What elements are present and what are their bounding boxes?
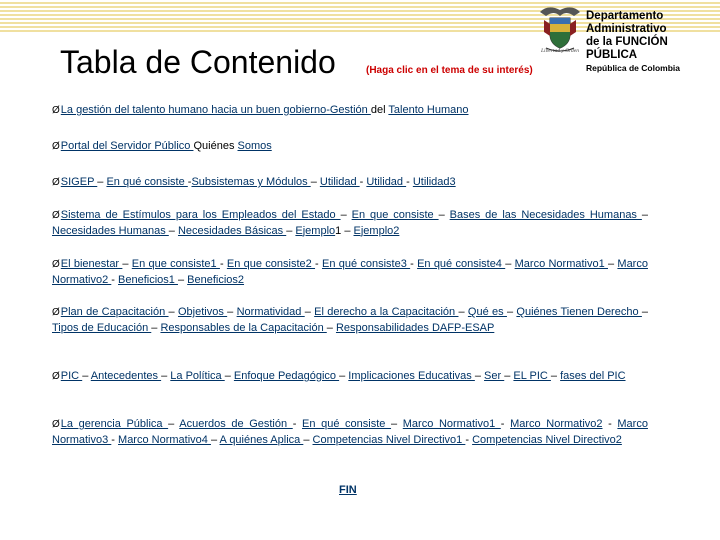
toc-link[interactable]: Qué es xyxy=(467,306,507,318)
toc-separator: – xyxy=(504,370,514,382)
toc-separator: – xyxy=(310,176,320,188)
toc-link[interactable]: Talento Humano xyxy=(388,104,469,116)
toc-item xyxy=(52,257,648,288)
function-publica-logo xyxy=(538,2,718,73)
toc-link[interactable]: Competencias Nivel Directivo2 xyxy=(472,433,622,446)
toc-separator: - xyxy=(219,258,227,270)
toc-separator: – xyxy=(168,224,178,237)
toc-link[interactable]: Somos xyxy=(237,140,272,152)
toc-separator: – xyxy=(326,321,336,334)
toc-separator: – xyxy=(641,209,648,221)
toc-link[interactable]: Antecedentes xyxy=(90,370,162,382)
toc-separator: - xyxy=(292,418,303,430)
logo-text xyxy=(586,10,718,75)
toc-separator: – xyxy=(210,433,220,446)
toc-link[interactable]: Marco Normativo2 xyxy=(52,258,648,286)
toc-link[interactable]: Marco Normativo3 xyxy=(52,418,648,446)
toc-separator: – xyxy=(168,306,178,318)
toc-separator: - xyxy=(315,258,322,270)
toc-item xyxy=(52,208,648,239)
toc-separator: – xyxy=(505,258,515,270)
toc-link[interactable]: Responsables de la Capacitación xyxy=(160,321,327,334)
toc-separator: – xyxy=(151,321,161,334)
toc-link[interactable]: PIC xyxy=(60,370,83,382)
toc-separator: – xyxy=(177,273,188,286)
toc-separator: - xyxy=(465,433,473,446)
toc-item xyxy=(52,417,648,448)
toc-link[interactable]: Acuerdos de Gestión xyxy=(179,418,293,430)
toc-link[interactable]: En qué consiste xyxy=(106,176,188,188)
toc-link[interactable]: Tipos de Educación xyxy=(52,321,152,334)
toc-link[interactable]: La gerencia Pública xyxy=(60,418,169,430)
toc-separator: del xyxy=(370,104,389,116)
toc-link[interactable]: La gestión del talento humano hacia un buen gobierno-Gestión xyxy=(60,104,371,116)
toc-item xyxy=(52,103,648,119)
toc-link[interactable]: Implicaciones Educativas xyxy=(348,370,475,382)
toc-link[interactable]: Quiénes Tienen Derecho xyxy=(516,306,642,318)
toc-link[interactable]: Ejemplo xyxy=(295,224,336,237)
toc-separator: – xyxy=(224,370,234,382)
toc-link[interactable]: Marco Normativo2 xyxy=(510,418,603,430)
toc-link[interactable]: Utilidad xyxy=(366,176,407,188)
logo-line-1: Departamento Administrativo xyxy=(586,10,667,35)
toc-link[interactable]: Ejemplo2 xyxy=(353,224,400,237)
toc-separator: – xyxy=(438,209,450,221)
toc-link[interactable]: Utilidad xyxy=(319,176,360,188)
toc-separator: - xyxy=(406,176,413,188)
toc-link[interactable]: En qué consiste4 xyxy=(417,258,506,270)
toc-link[interactable]: Plan de Capacitación xyxy=(60,306,169,318)
toc-separator: – xyxy=(608,258,618,270)
arrow-bullet-icon: Ø xyxy=(52,371,60,382)
toc-link[interactable]: A quiénes Aplica xyxy=(219,433,304,446)
arrow-bullet-icon: Ø xyxy=(52,141,60,152)
toc-separator: 1 – xyxy=(335,224,354,237)
toc-separator: - xyxy=(111,433,119,446)
toc-link[interactable]: La Política xyxy=(170,370,225,382)
page-subtitle: (Haga clic en el tema de su interés) xyxy=(366,65,533,76)
toc-separator: - xyxy=(187,176,192,188)
toc-link[interactable]: Objetivos xyxy=(177,306,228,318)
toc-separator: – xyxy=(97,176,107,188)
toc-separator: – xyxy=(340,209,352,221)
toc-link[interactable]: Beneficios2 xyxy=(187,273,245,286)
toc-link[interactable]: Ser xyxy=(484,370,505,382)
toc-item xyxy=(52,305,648,336)
arrow-bullet-icon: Ø xyxy=(52,307,60,318)
toc-link[interactable]: Responsabilidades DAFP-ESAP xyxy=(335,321,495,334)
logo-line-2: de la FUNCIÓN PÚBLICA xyxy=(586,36,668,61)
logo-motto: Libertad y Orden xyxy=(541,48,579,54)
toc-link[interactable]: El bienestar xyxy=(60,258,123,270)
toc-separator: Quiénes xyxy=(193,140,238,152)
toc-separator: – xyxy=(82,370,91,382)
toc-link[interactable]: En qué consiste3 xyxy=(321,258,411,270)
toc-separator: - xyxy=(602,418,618,430)
fin-link[interactable]: FIN xyxy=(339,484,357,496)
toc-separator: – xyxy=(122,258,132,270)
toc-separator: - xyxy=(500,418,511,430)
toc-link[interactable]: En que consiste xyxy=(351,209,439,221)
toc-separator: - xyxy=(359,176,367,188)
toc-link[interactable]: EL PIC xyxy=(513,370,551,382)
toc-separator: – xyxy=(286,224,296,237)
toc-link[interactable]: SIGEP xyxy=(60,176,98,188)
toc-separator: – xyxy=(641,306,649,318)
toc-link[interactable]: Utilidad3 xyxy=(412,176,456,188)
toc-separator: – xyxy=(304,306,315,318)
toc-link[interactable]: Competencias Nivel Directivo1 xyxy=(312,433,466,446)
toc-link[interactable]: En que consiste1 xyxy=(131,258,220,270)
toc-link[interactable]: Marco Normativo1 xyxy=(402,418,501,430)
toc-link[interactable]: En qué consiste xyxy=(302,418,392,430)
toc-link[interactable]: Necesidades Básicas xyxy=(177,224,287,237)
toc-link[interactable]: Portal del Servidor Público xyxy=(60,140,194,152)
toc-separator: – xyxy=(550,370,561,382)
arrow-bullet-icon: Ø xyxy=(52,419,60,430)
toc-link[interactable]: Normatividad xyxy=(236,306,305,318)
toc-link[interactable]: fases del PIC xyxy=(560,370,626,382)
toc-separator: - xyxy=(111,273,119,286)
toc-separator: – xyxy=(391,418,403,430)
toc-separator: – xyxy=(303,433,313,446)
arrow-bullet-icon: Ø xyxy=(52,210,60,221)
toc-link[interactable]: El derecho a la Capacitación xyxy=(314,306,459,318)
toc-link[interactable]: Subsistemas y Módulos xyxy=(191,176,311,188)
toc-link[interactable]: Bases de las Necesidades Humanas xyxy=(449,209,642,221)
toc-separator: – xyxy=(227,306,237,318)
toc-separator: - xyxy=(410,258,418,270)
toc-link[interactable]: Beneficios1 xyxy=(118,273,178,286)
toc-item xyxy=(52,139,648,155)
toc-link[interactable]: Necesidades Humanas xyxy=(52,224,169,237)
toc-item xyxy=(52,369,648,385)
toc-separator: – xyxy=(474,370,485,382)
toc-link[interactable]: Marco Normativo1 xyxy=(514,258,608,270)
arrow-bullet-icon: Ø xyxy=(52,177,60,188)
toc-separator: – xyxy=(168,418,180,430)
toc-separator: – xyxy=(506,306,517,318)
toc-link[interactable]: Sistema de Estímulos para los Empleados del Estado xyxy=(60,209,341,221)
toc-separator: – xyxy=(161,370,171,382)
logo-line-3: República de Colombia xyxy=(586,63,680,73)
arrow-bullet-icon: Ø xyxy=(52,105,60,116)
toc-link[interactable]: Marco Normativo4 xyxy=(118,433,211,446)
page-title: Tabla de Contenido xyxy=(60,44,336,80)
toc-separator: – xyxy=(339,370,349,382)
toc-separator: – xyxy=(458,306,468,318)
arrow-bullet-icon: Ø xyxy=(52,259,60,270)
toc-item xyxy=(52,175,648,191)
toc-link[interactable]: En que consiste2 xyxy=(226,258,316,270)
toc-link[interactable]: Enfoque Pedagógico xyxy=(233,370,340,382)
